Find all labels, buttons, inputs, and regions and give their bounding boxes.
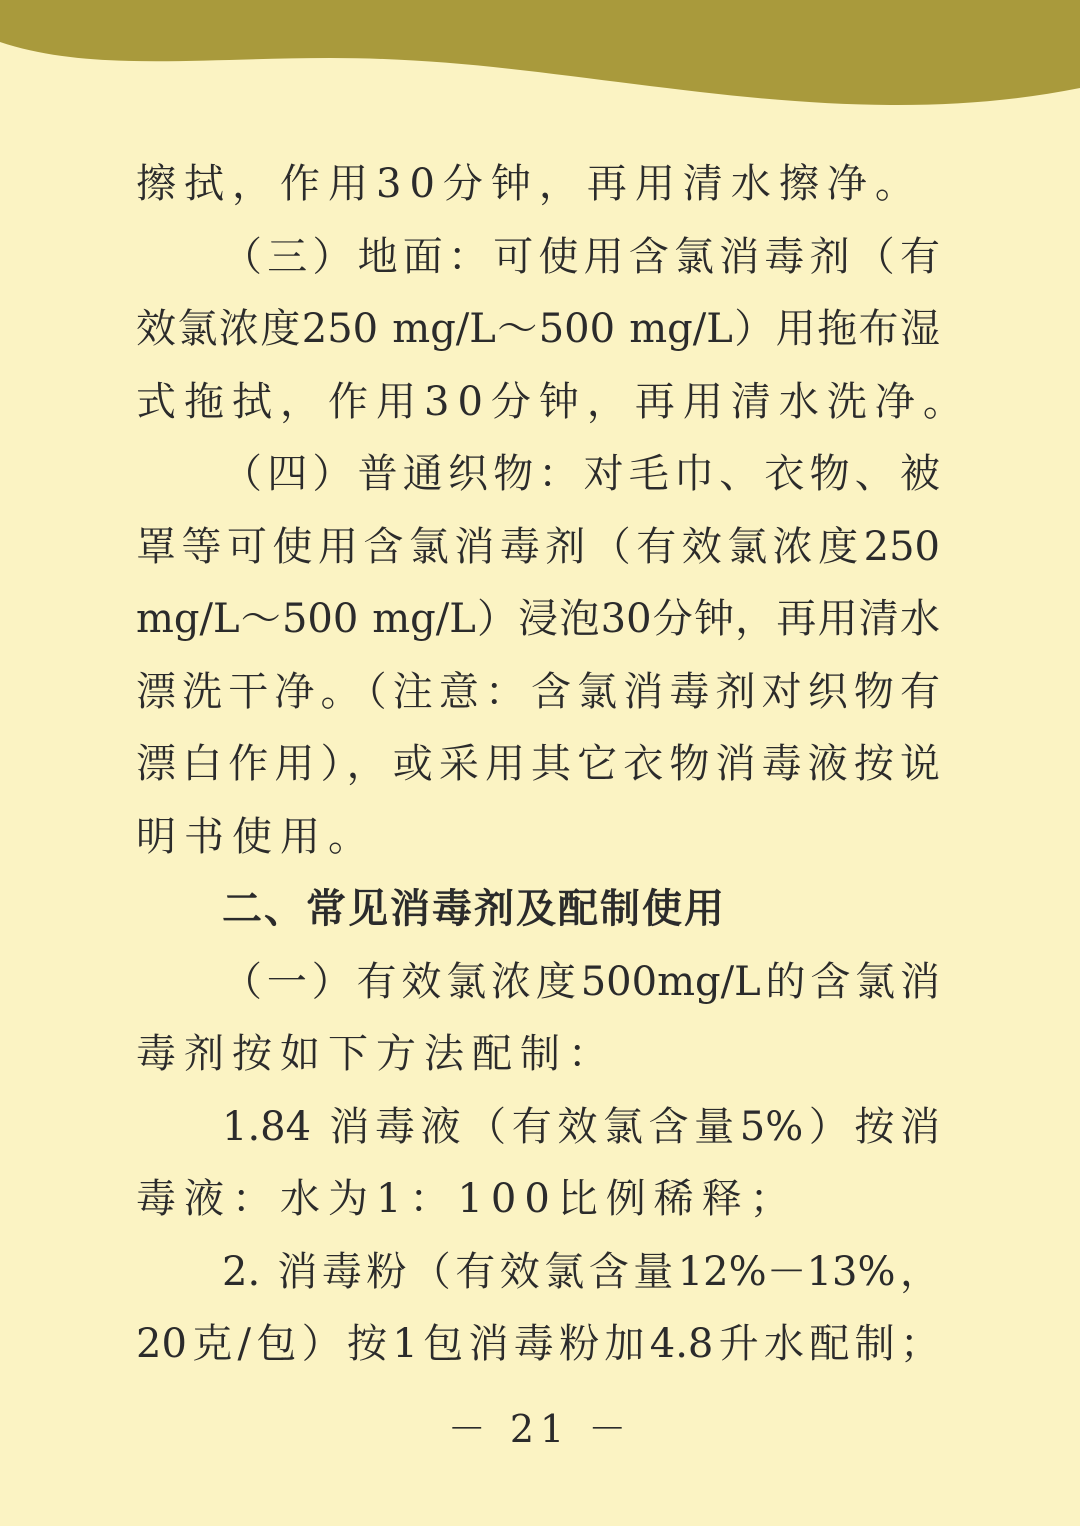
page-number: － 21 － — [447, 1407, 633, 1451]
header-wave-decoration — [0, 0, 1080, 120]
text-line: （四）普通织物：对毛巾、衣物、被 — [222, 451, 940, 497]
text-line: 毒剂按如下方法配制： — [136, 1031, 616, 1077]
text-line: 1.84 消毒液（有效氯含量5%）按消 — [222, 1103, 940, 1150]
text-line: mg/L～500 mg/L）浸泡30分钟，再用清水 — [136, 596, 940, 642]
text-line: （一）有效氯浓度500mg/L的含氯消 — [222, 958, 940, 1005]
text-line: 罩等可使用含氯消毒剂（有效氯浓度250 — [136, 523, 940, 570]
text-line: 擦拭，作用30分钟，再用清水擦净。 — [136, 161, 923, 207]
section-heading: 二、常见消毒剂及配制使用 — [222, 886, 726, 932]
body-text — [136, 148, 971, 1381]
text-line: （三）地面：可使用含氯消毒剂（有 — [222, 233, 940, 280]
text-line: 式拖拭，作用30分钟，再用清水洗净。 — [136, 378, 971, 425]
text-line: 毒液：水为1：100比例稀释； — [136, 1176, 798, 1222]
text-line: 20克/包）按1包消毒粉加4.8升水配制； — [136, 1321, 940, 1367]
text-line: 2. 消毒粉（有效氯含量12%－13%， — [222, 1248, 940, 1295]
text-line: 漂白作用），或采用其它衣物消毒液按说 — [136, 741, 940, 787]
text-line: 效氯浓度250 mg/L～500 mg/L）用拖布湿 — [136, 306, 940, 352]
text-line: 明书使用。 — [136, 813, 376, 860]
text-line: 漂洗干净。（注意：含氯消毒剂对织物有 — [136, 668, 940, 715]
